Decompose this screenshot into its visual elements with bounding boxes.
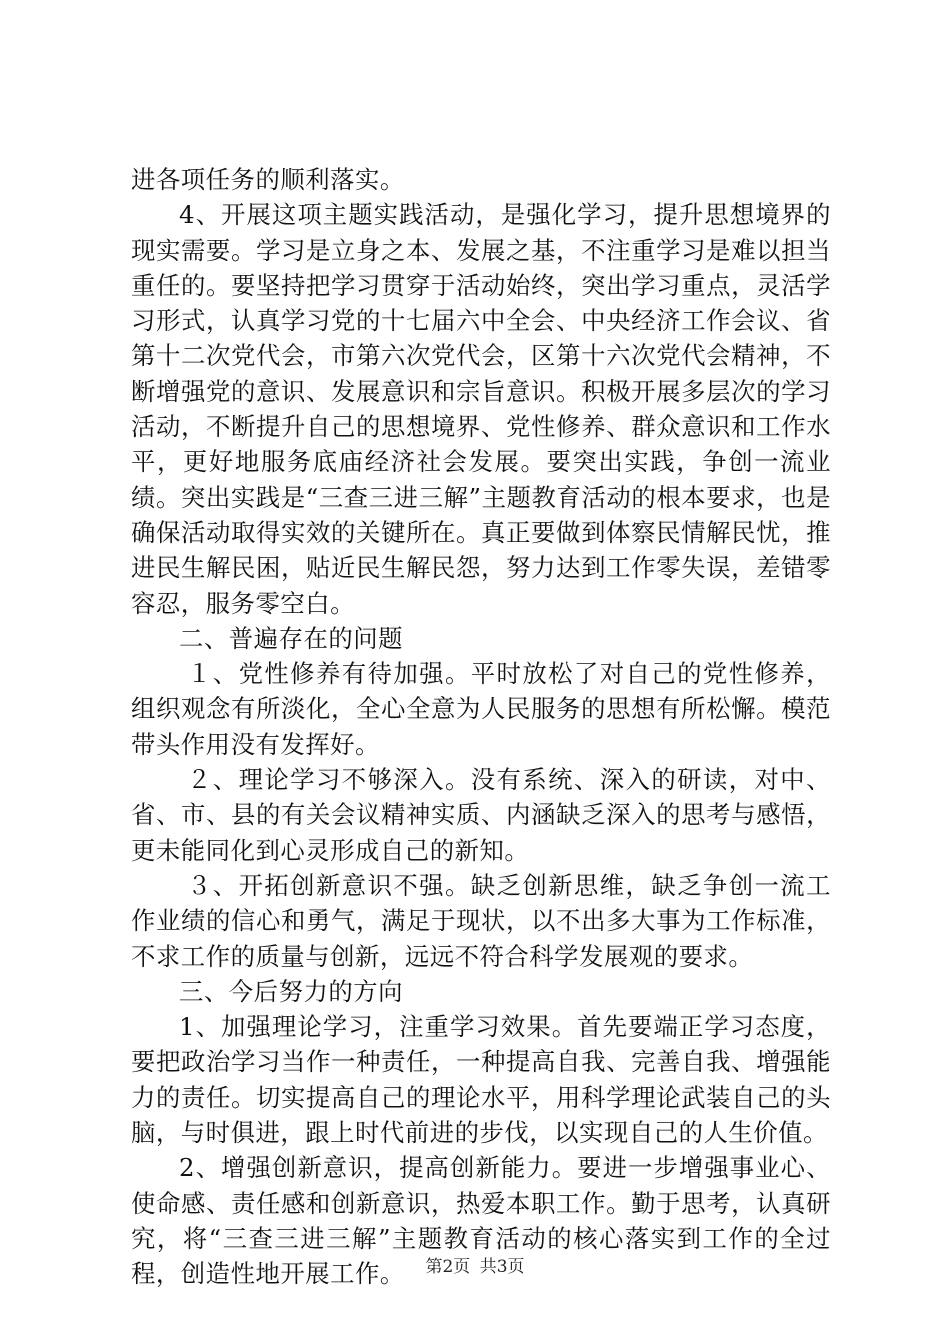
section-heading-direction: 三、今后努力的方向: [179, 976, 404, 1006]
paragraph-continuation: 进各项任务的顺利落实。: [131, 165, 405, 194]
problem-item-2: ２、理论学习不够深入。没有系统、深入的研读，对中、省、市、县的有关会议精神实质、内涵缺乏深入的思考与感悟，更未能同化到心灵形成自己的新知。: [131, 765, 831, 865]
direction-item-2: 2、增强创新意识，提高创新能力。要进一步增强事业心、使命感、责任感和创新意识，热爱本职工作。勤于思考，认真研究，将“三查三进三解”主题教育活动的核心落实到工作的全过程，创造性地开展工作。: [131, 1153, 831, 1289]
section-heading-problems: 二、普遍存在的问题: [179, 623, 404, 653]
page-total: 共3页: [479, 1257, 525, 1277]
paragraph-item-4: 4、开展这项主题实践活动，是强化学习，提升思想境界的现实需要。学习是立身之本、发展之基，不注重学习是难以担当重任的。要坚持把学习贯穿于活动始终，突出学习重点，灵活学习形式，认真学习党的十七届六中全会、中央经济工作会议、省第十二次党代会，市第六次党代会，区第十六次党代会精神，不断增强党的意识、发展意识和宗旨意识。积极开展多层次的学习活动，不断提升自己的思想境界、党性修养、群众意识和工作水平，更好地服务底庙经济社会发展。要突出实践，争创一流业绩。突出实践是“三查三进三解”主题教育活动的根本要求，也是确保活动取得实效的关键所在。真正要做到体察民情解民忧，推进民生解民困，贴近民生解民怨，努力达到工作零失误，差错零容忍，服务零空白。: [131, 200, 831, 618]
problem-item-1: １、党性修养有待加强。平时放松了对自己的党性修养，组织观念有所淡化，全心全意为人民服务的思想有所松懈。模范带头作用没有发挥好。: [131, 659, 831, 759]
page-footer: [0, 1256, 950, 1278]
document-body: [131, 162, 831, 1292]
direction-item-1: 1、加强理论学习，注重学习效果。首先要端正学习态度，要把政治学习当作一种责任，一种提高自我、完善自我、增强能力的责任。切实提高自己的理论水平，用科学理论武装自己的头脑，与时俱进，跟上时代前进的步伐，以实现自己的人生价值。: [131, 1012, 831, 1148]
problem-item-3: ３、开拓创新意识不强。缺乏创新思维，缺乏争创一流工作业绩的信心和勇气，满足于现状，以不出多大事为工作标准，不求工作的质量与创新，远远不符合科学发展观的要求。: [131, 870, 831, 971]
page-number: 第2页: [425, 1257, 471, 1277]
